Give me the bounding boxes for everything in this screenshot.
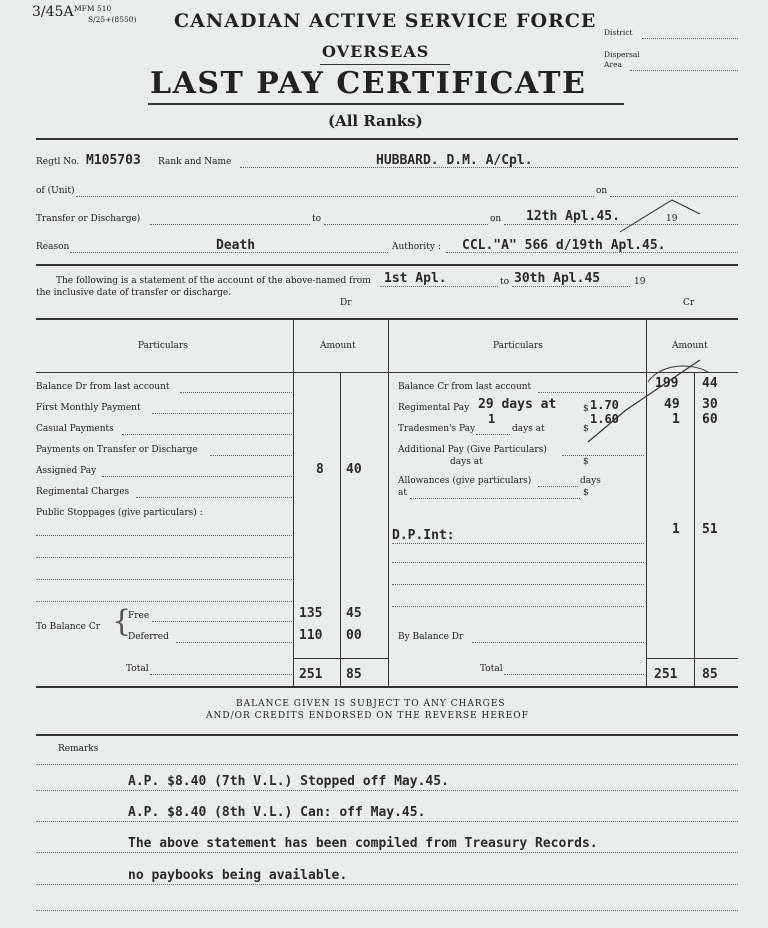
additional-line	[562, 455, 644, 456]
notice-line1: BALANCE GIVEN IS SUBJECT TO ANY CHARGES	[236, 699, 506, 709]
dr-blank-line	[36, 579, 292, 580]
cr-blank-line	[392, 606, 644, 607]
dr-total-dollars: 251	[299, 667, 323, 682]
remarks-line	[36, 764, 738, 765]
table-header-bottom	[36, 372, 738, 373]
title-sub: (All Ranks)	[328, 112, 423, 130]
dr-row-line	[152, 413, 292, 414]
cr-row-balance: Balance Cr from last account	[398, 382, 532, 392]
statement-from-line	[380, 286, 498, 287]
dr-label: Dr	[340, 298, 352, 308]
form-ref-top: MFM 510	[74, 4, 112, 13]
col-cr-cents	[694, 372, 695, 686]
dp-int-dollars: 1	[672, 522, 680, 537]
dr-row-casual: Casual Payments	[36, 424, 114, 434]
dr-row-assigned: Assigned Pay	[36, 466, 97, 476]
dr-blank-line	[36, 557, 292, 558]
cr-blank-line	[392, 584, 644, 585]
regtl-value: M105703	[86, 153, 141, 168]
rank-value: HUBBARD. D.M. A/Cpl.	[376, 153, 533, 168]
tradesmen-rate: 1.60	[590, 412, 619, 426]
free-cents: 45	[346, 606, 362, 621]
dr-blank-line	[36, 535, 292, 536]
dr-row-regimental: Regimental Charges	[36, 487, 130, 497]
balance-cr-cents: 44	[702, 376, 718, 391]
statement-to-line	[512, 286, 630, 287]
notice-divider	[36, 734, 738, 736]
regimental-rate: 1.70	[590, 398, 619, 412]
remark-line-1: A.P. $8.40 (7th V.L.) Stopped off May.45.	[128, 774, 449, 789]
area-label: Area	[604, 60, 622, 69]
allowances-line	[538, 486, 578, 487]
cr-total-dollars: 251	[654, 667, 678, 682]
transfer-date-line	[504, 224, 738, 225]
title-line2: OVERSEAS	[322, 42, 430, 61]
col-center	[388, 318, 389, 686]
unit-on-line	[610, 196, 738, 197]
free-label: Free	[128, 611, 150, 621]
remarks-line	[36, 910, 738, 911]
header-divider	[36, 138, 738, 140]
unit-label: of (Unit)	[36, 186, 75, 196]
statement-to: 30th Apl.45	[514, 271, 601, 286]
statement-line2: the inclusive date of transfer or discharge.	[36, 288, 232, 298]
dr-row-balance: Balance Dr from last account	[36, 382, 170, 392]
deferred-label: Deferred	[128, 632, 169, 642]
cr-row-allowances: Allowances (give particulars)	[398, 476, 532, 486]
remarks-label: Remarks	[58, 744, 99, 754]
cr-row-regimental: Regimental Pay	[398, 403, 470, 413]
dr-row-line	[102, 476, 292, 477]
dr-amount-header: Amount	[320, 341, 356, 351]
balance-cr-dollars: 199	[655, 376, 679, 391]
statement-year-label: 19	[634, 277, 646, 287]
transfer-label: Transfer or Discharge)	[36, 214, 141, 224]
unit-line	[76, 196, 594, 197]
statement-from: 1st Apl.	[384, 271, 447, 286]
trades-pay-dollars: 1	[672, 412, 680, 427]
cr-particulars-header: Particulars	[493, 341, 543, 351]
title-underline-overseas	[320, 64, 450, 65]
reg-pay-cents: 30	[702, 397, 718, 412]
trades-pay-cents: 60	[702, 412, 718, 427]
table-bottom	[36, 686, 738, 688]
district-label: District	[604, 28, 633, 37]
authority-label: Authority :	[392, 242, 441, 252]
total-row-top-left	[293, 658, 388, 659]
col-dr-amount-left	[293, 318, 294, 686]
authority-value: CCL."A" 566 d/19th Apl.45.	[462, 238, 666, 253]
deferred-dollars: 110	[299, 628, 323, 643]
cr-blank-line	[392, 562, 644, 563]
unit-on-label: on	[596, 186, 608, 196]
tradesmen-dollar-sign: $	[583, 424, 589, 434]
transfer-to-label: to	[312, 214, 322, 224]
transfer-date: 12th Apl.45.	[526, 209, 620, 224]
dr-row-public: Public Stoppages (give particulars) :	[36, 508, 203, 518]
allowances-days: days	[580, 476, 601, 486]
dp-int-label: D.P.Int:	[392, 528, 455, 543]
dr-row-line	[210, 455, 292, 456]
by-balance-line	[472, 642, 644, 643]
cr-total-line	[504, 674, 644, 675]
dr-particulars-header: Particulars	[138, 341, 188, 351]
reg-pay-dollars: 49	[664, 397, 680, 412]
tradesmen-days-line	[476, 434, 510, 435]
remarks-line	[36, 884, 738, 885]
to-balance-label: To Balance Cr	[36, 622, 101, 632]
dr-row-line	[180, 392, 292, 393]
dr-total-cents: 85	[346, 667, 362, 682]
cr-row-line	[538, 392, 644, 393]
allowances-dollar-sign: $	[583, 488, 589, 498]
remark-line-4: no paybooks being available.	[128, 868, 348, 883]
remark-line-2: A.P. $8.40 (8th V.L.) Can: off May.45.	[128, 805, 426, 820]
cr-row-additional: Additional Pay (Give Particulars)	[398, 445, 547, 455]
remarks-line	[36, 821, 738, 822]
remark-line-3: The above statement has been compiled from Treasury Records.	[128, 836, 598, 851]
title-underline-main	[148, 103, 624, 105]
additional-days: days at	[450, 457, 483, 467]
dr-blank-line	[36, 601, 292, 602]
free-line	[152, 621, 292, 622]
form-code: 3/45A	[32, 4, 74, 20]
form-ref-bottom: S/25+(8550)	[88, 15, 137, 24]
cr-total-label: Total	[480, 664, 503, 674]
regimental-days: 29 days at	[478, 397, 557, 412]
additional-dollar-sign: $	[583, 457, 589, 467]
dp-int-line	[392, 543, 644, 544]
dr-row-line	[122, 434, 292, 435]
dr-total-label: Total	[126, 664, 149, 674]
transfer-line	[150, 224, 310, 225]
cr-amount-header: Amount	[672, 341, 708, 351]
authority-line	[446, 252, 738, 253]
reason-line	[70, 252, 388, 253]
page-title: LAST PAY CERTIFICATE	[150, 66, 587, 101]
remarks-line	[36, 852, 738, 853]
remarks-line	[36, 790, 738, 791]
rank-line	[240, 167, 738, 168]
total-row-top-right	[646, 658, 738, 659]
cr-label: Cr	[683, 298, 695, 308]
dr-total-line	[150, 674, 292, 675]
allowances-at-line	[410, 498, 580, 499]
area-line	[630, 70, 738, 71]
cr-row-tradesmen: Tradesmen's Pay	[398, 424, 476, 434]
reason-value: Death	[216, 238, 256, 253]
dispersal-label: Dispersal	[604, 50, 640, 59]
title-line1: CANADIAN ACTIVE SERVICE FORCE	[174, 10, 597, 32]
assigned-cents: 40	[346, 462, 362, 477]
district-line	[642, 38, 738, 39]
notice-line2: AND/OR CREDITS ENDORSED ON THE REVERSE HEREOF	[206, 711, 529, 721]
rank-label: Rank and Name	[158, 157, 232, 167]
deferred-cents: 00	[346, 628, 362, 643]
allowances-at: at	[398, 488, 407, 498]
dr-row-first-monthly: First Monthly Payment	[36, 403, 141, 413]
statement-line1: The following is a statement of the account of the above-named from	[56, 276, 371, 286]
col-cr-amount-left	[646, 318, 647, 686]
transfer-year-label: 19	[666, 214, 678, 224]
regimental-dollar-sign: $	[583, 404, 589, 414]
dr-row-transfer: Payments on Transfer or Discharge	[36, 445, 198, 455]
col-dr-cents	[340, 372, 341, 686]
cr-total-cents: 85	[702, 667, 718, 682]
dr-row-line	[136, 497, 292, 498]
reason-label: Reason	[36, 242, 70, 252]
by-balance-label: By Balance Dr	[398, 632, 464, 642]
transfer-on-label: on	[490, 214, 502, 224]
statement-to-label: to	[500, 277, 510, 287]
details-divider	[36, 264, 738, 266]
free-dollars: 135	[299, 606, 323, 621]
deferred-line	[176, 642, 292, 643]
table-top	[36, 318, 738, 320]
tradesmen-days-label: days at	[512, 424, 545, 434]
tradesmen-days: 1	[488, 412, 496, 426]
balance-brace: {	[112, 604, 132, 639]
transfer-to-line	[324, 224, 488, 225]
assigned-dollars: 8	[316, 462, 324, 477]
regtl-label: Regtl No.	[36, 157, 80, 167]
transfer-slash	[620, 200, 700, 232]
dp-int-cents: 51	[702, 522, 718, 537]
